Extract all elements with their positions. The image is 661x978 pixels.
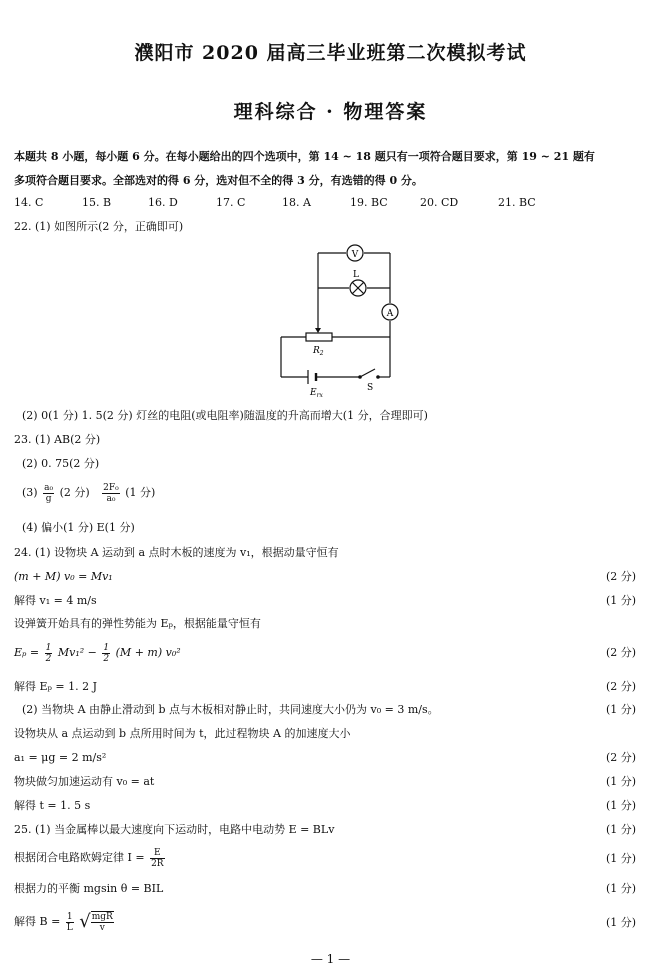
battery-label: $E_{rx}$ bbox=[310, 388, 323, 399]
answer-14: 14. C bbox=[14, 196, 44, 209]
score-10: (1 分) bbox=[606, 852, 637, 865]
circuit-diagram bbox=[270, 240, 410, 400]
score-11: (1 分) bbox=[606, 882, 637, 895]
q23-part4: (4) 偏小(1 分) E(1 分) bbox=[22, 521, 135, 534]
score-7: (1 分) bbox=[606, 775, 637, 788]
q22-part2: (2) 0(1 分) 1. 5(2 分) 灯丝的电阻(或电阻率)随温度的升高而增大(1 分，合理即可) bbox=[22, 409, 428, 422]
q24-line9: a₁ = μg = 2 m/s² bbox=[14, 751, 107, 764]
q25-line2: 根据闭合电路欧姆定律 I = $\frac{E}{2R}$ bbox=[14, 847, 164, 869]
score-1: (2 分) bbox=[606, 570, 637, 583]
fraction-2f0-over-a0: $\frac{\text{2F₀}}{\text{a₀}}$ bbox=[103, 482, 119, 504]
score-2: (1 分) bbox=[606, 594, 637, 607]
fraction-half-2: $\frac{1}{2}$ bbox=[103, 642, 110, 664]
answer-15: 15. B bbox=[82, 196, 112, 209]
fraction-half-1: $\frac{1}{2}$ bbox=[45, 642, 52, 664]
q24-line6: 解得 Eₚ = 1. 2 J bbox=[14, 680, 98, 693]
fraction-a0-over-g: $\frac{\text{a₀}}{g}$ bbox=[44, 482, 54, 504]
exam-subtitle: 理科综合 · 物理答案 bbox=[233, 101, 428, 123]
switch-symbol bbox=[358, 369, 380, 379]
switch-label: S bbox=[367, 383, 374, 393]
score-3: (2 分) bbox=[606, 646, 637, 659]
voltmeter-label: V bbox=[351, 250, 359, 260]
q23-part1: 23. (1) AB(2 分) bbox=[14, 433, 101, 446]
fraction-mgr-over-v: $\frac{\text{mgR}}{v}$ bbox=[91, 912, 113, 933]
ammeter-label: A bbox=[386, 309, 394, 319]
q24-line2: (m + M) v₀ = Mv₁ bbox=[14, 570, 113, 583]
q25-line3: 根据力的平衡 mgsin θ = BIL bbox=[14, 882, 164, 895]
lamp-label: L bbox=[353, 270, 359, 280]
q25-line1: 25. (1) 当金属棒以最大速度向下运动时，电路中电动势 E = BLv bbox=[14, 823, 335, 836]
intro-line-1: 本题共 8 小题，每小题 6 分。在每小题给出的四个选项中，第 14 ~ 18 题只有一项符合题目要求，第 19 ~ 21 题有 bbox=[14, 150, 595, 163]
answer-21: 21. BC bbox=[498, 196, 536, 209]
q22-part1: 22. (1) 如图所示(2 分，正确即可) bbox=[14, 220, 184, 233]
q24-line11: 解得 t = 1. 5 s bbox=[14, 799, 91, 812]
q24-line3: 解得 v₁ = 4 m/s bbox=[14, 594, 97, 607]
q24-line10: 物块做匀加速运动有 v₀ = at bbox=[14, 775, 155, 788]
intro-line-2: 多项符合题目要求。全部选对的得 6 分，选对但不全的得 3 分，有选错的得 0 分。 bbox=[14, 174, 423, 187]
q23-part2: (2) 0. 75(2 分) bbox=[22, 457, 100, 470]
score-6: (2 分) bbox=[606, 751, 637, 764]
score-4: (2 分) bbox=[606, 680, 637, 693]
rheostat-label: $R_2$ bbox=[313, 346, 324, 357]
fraction-e-over-2r: $\frac{E}{2R}$ bbox=[151, 847, 164, 869]
q24-line1: 24. (1) 设物块 A 运动到 a 点时木板的速度为 v₁，根据动量守恒有 bbox=[14, 546, 339, 559]
lamp-symbol bbox=[350, 280, 366, 296]
q23-part3: (3) $\frac{\text{a₀}}{g}$ (2 分) $\frac{\text{2F₀}}{\text{a₀}}$ (1 分) bbox=[22, 482, 156, 504]
q24-line8: 设物块从 a 点运动到 b 点所用时间为 t，此过程物块 A 的加速度大小 bbox=[14, 727, 351, 740]
slider-arrow bbox=[315, 328, 321, 333]
rheostat-symbol bbox=[306, 333, 332, 341]
fraction-1-over-l: $\frac{1}{L}$ bbox=[66, 911, 73, 933]
page-number: — 1 — bbox=[310, 952, 351, 966]
square-root-sign: √ bbox=[79, 911, 91, 932]
q24-line5: Eₚ = $\frac{1}{2}$ Mv₁² − $\frac{1}{2}$ (M + m) v₀² bbox=[14, 642, 181, 664]
answer-18: 18. A bbox=[282, 196, 311, 209]
answer-20: 20. CD bbox=[420, 196, 459, 209]
exam-title: 濮阳市 2020 届高三毕业班第二次模拟考试 bbox=[134, 42, 527, 64]
score-5: (1 分) bbox=[606, 703, 637, 716]
answer-16: 16. D bbox=[148, 196, 178, 209]
answer-19: 19. BC bbox=[350, 196, 388, 209]
battery-symbol bbox=[308, 370, 316, 384]
score-12: (1 分) bbox=[606, 916, 637, 929]
q24-line4: 设弹簧开始具有的弹性势能为 Eₚ，根据能量守恒有 bbox=[14, 617, 261, 630]
score-9: (1 分) bbox=[606, 823, 637, 836]
answer-17: 17. C bbox=[216, 196, 246, 209]
q24-line7: (2) 当物块 A 由静止滑动到 b 点与木板相对静止时，共同速度大小仍为 v₀ = 3 m/s。 bbox=[22, 703, 439, 716]
q25-line4: 解得 B = $\frac{1}{L}$ √ $\frac{\text{mgR}}{v}$ bbox=[14, 911, 113, 933]
score-8: (1 分) bbox=[606, 799, 637, 812]
